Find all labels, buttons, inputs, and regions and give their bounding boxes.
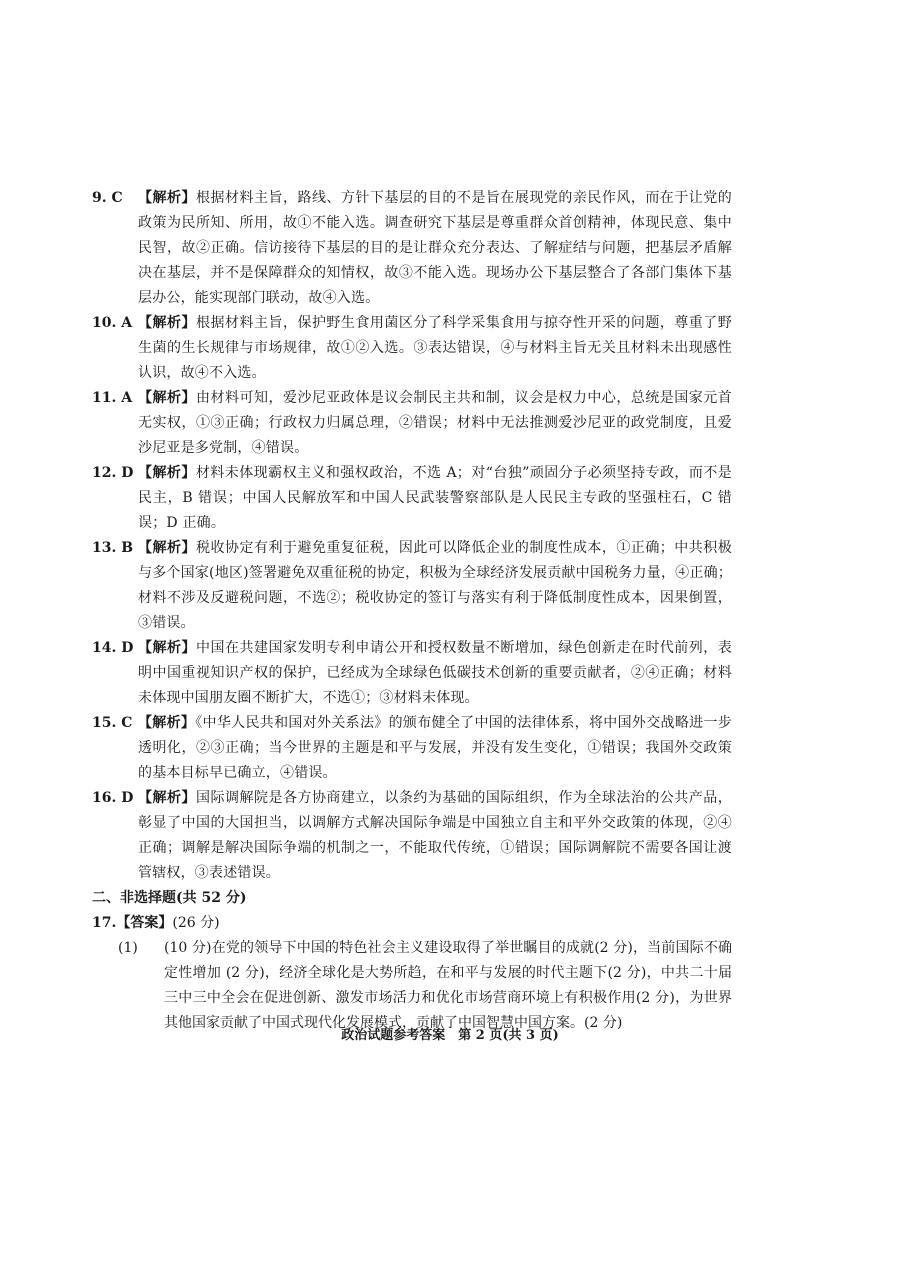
answer-item-9: [92, 186, 732, 311]
analysis-tag: 【解析】: [138, 790, 196, 806]
item-number: 12. D: [92, 465, 134, 481]
analysis-tag: 【解析】: [138, 540, 196, 556]
question-17-header: [92, 911, 732, 936]
answer-item-11: [92, 386, 732, 461]
analysis-tag: 【解析】: [138, 715, 196, 731]
item-number: 10. A: [92, 315, 133, 331]
answer-item-16: [92, 786, 732, 886]
q17-number: 17.: [92, 915, 117, 931]
item-number: 9. C: [92, 190, 123, 206]
item-body: [138, 311, 732, 386]
item-body: [138, 786, 732, 886]
analysis-text: 根据材料主旨，保护野生食用菌区分了科学采集食用与掠夺性开采的问题，尊重了野生菌的生长规律与市场规律，故①②入选。③表达错误，④与材料主旨无关且材料未出现感性认识，故④不入选。: [138, 315, 732, 381]
sub-text: (10 分)在党的领导下中国的特色社会主义建设取得了举世瞩目的成就(2 分)，当前国际不确定性增加 (2 分)，经济全球化是大势所趋，在和平与发展的时代主题下(2 分)，中共二十届三中三中全会在促进创新、激发市场活力和优化市场营商环境上有积极作用(2 分)，为世界其他国家贡献了中国式现代化发展模式，贡献了中国智慧中国方案。(2 分): [164, 940, 732, 1031]
analysis-tag: 【解析】: [138, 640, 196, 656]
item-body: [138, 636, 732, 711]
analysis-text: 由材料可知，爱沙尼亚政体是议会制民主共和制，议会是权力中心，总统是国家元首无实权，①③正确；行政权力归属总理，②错误；材料中无法推测爱沙尼亚的政党制度，且爱沙尼亚是多党制，④错误。: [138, 390, 732, 456]
q17-score: (26 分): [172, 915, 220, 931]
q17-subanswer-1: [118, 936, 732, 1036]
item-number: 14. D: [92, 640, 134, 656]
analysis-text: 《中华人民共和国对外关系法》的颁布健全了中国的法律体系，将中国外交战略进一步透明化，②③正确；当今世界的主题是和平与发展，并没有发生变化，①错误；我国外交政策的基本目标早已确立，④错误。: [138, 715, 732, 781]
analysis-text: 国际调解院是各方协商建立，以条约为基础的国际组织，作为全球法治的公共产品，彰显了中国的大国担当，以调解方式解决国际争端是中国独立自主和平外交政策的体现，②④正确；调解是解决国际争端的机制之一，不能取代传统，①错误；国际调解院不需要各国让渡管辖权，③表述错误。: [138, 790, 732, 881]
item-number: 11. A: [92, 390, 133, 406]
answer-tag: 【答案】: [116, 915, 173, 931]
item-body: [138, 536, 732, 636]
item-number: 16. D: [92, 790, 134, 806]
analysis-tag: 【解析】: [138, 390, 196, 406]
item-body: [138, 386, 732, 461]
analysis-text: 税收协定有利于避免重复征税，因此可以降低企业的制度性成本，①正确；中共积极与多个国家(地区)签署避免双重征税的协定，积极为全球经济发展贡献中国税务力量，④正确；材料不涉及反避税问题，不选②；税收协定的签订与落实有利于降低制度性成本，因果倒置，③错误。: [138, 540, 732, 631]
section-title: 二、非选择题(共 52 分): [92, 890, 247, 906]
analysis-text: 根据材料主旨，路线、方针下基层的目的不是旨在展现党的亲民作风，而在于让党的政策为民所知、所用，故①不能入选。调查研究下基层是尊重群众首创精神，体现民意、集中民智，故②正确。信访接待下基层的目的是让群众充分表达、了解症结与问题，把基层矛盾解决在基层，并不是保障群众的知情权，故③不能入选。现场办公下基层整合了各部门集体下基层办公，能实现部门联动，故④入选。: [138, 190, 732, 306]
analysis-tag: 【解析】: [138, 465, 196, 481]
item-number: 13. B: [92, 540, 134, 556]
analysis-tag: 【解析】: [138, 190, 196, 206]
analysis-tag: 【解析】: [138, 315, 196, 331]
item-body: [138, 711, 732, 786]
answer-item-14: [92, 636, 732, 711]
page-footer: 政治试题参考答案 第 2 页(共 3 页): [341, 1028, 559, 1043]
item-body: [138, 186, 732, 311]
item-body: [138, 461, 732, 536]
item-number: 15. C: [92, 715, 133, 731]
analysis-text: 中国在共建国家发明专利申请公开和授权数量不断增加，绿色创新走在时代前列，表明中国重视知识产权的保护，已经成为全球绿色低碳技术创新的重要贡献者，②④正确；材料未体现中国朋友圈不断扩大，不选①；③材料未体现。: [138, 640, 732, 706]
analysis-text: 材料未体现霸权主义和强权政治，不选 A；对“台独”顽固分子必须坚持专政，而不是民主，B 错误；中国人民解放军和中国人民武装警察部队是人民民主专政的坚强柱石，C 错误；D 正确。: [138, 465, 732, 531]
answer-item-13: [92, 536, 732, 636]
answer-page: [92, 186, 732, 1036]
answer-item-12: [92, 461, 732, 536]
sub-number: (1): [118, 940, 138, 956]
answer-item-10: [92, 311, 732, 386]
answer-item-15: [92, 711, 732, 786]
